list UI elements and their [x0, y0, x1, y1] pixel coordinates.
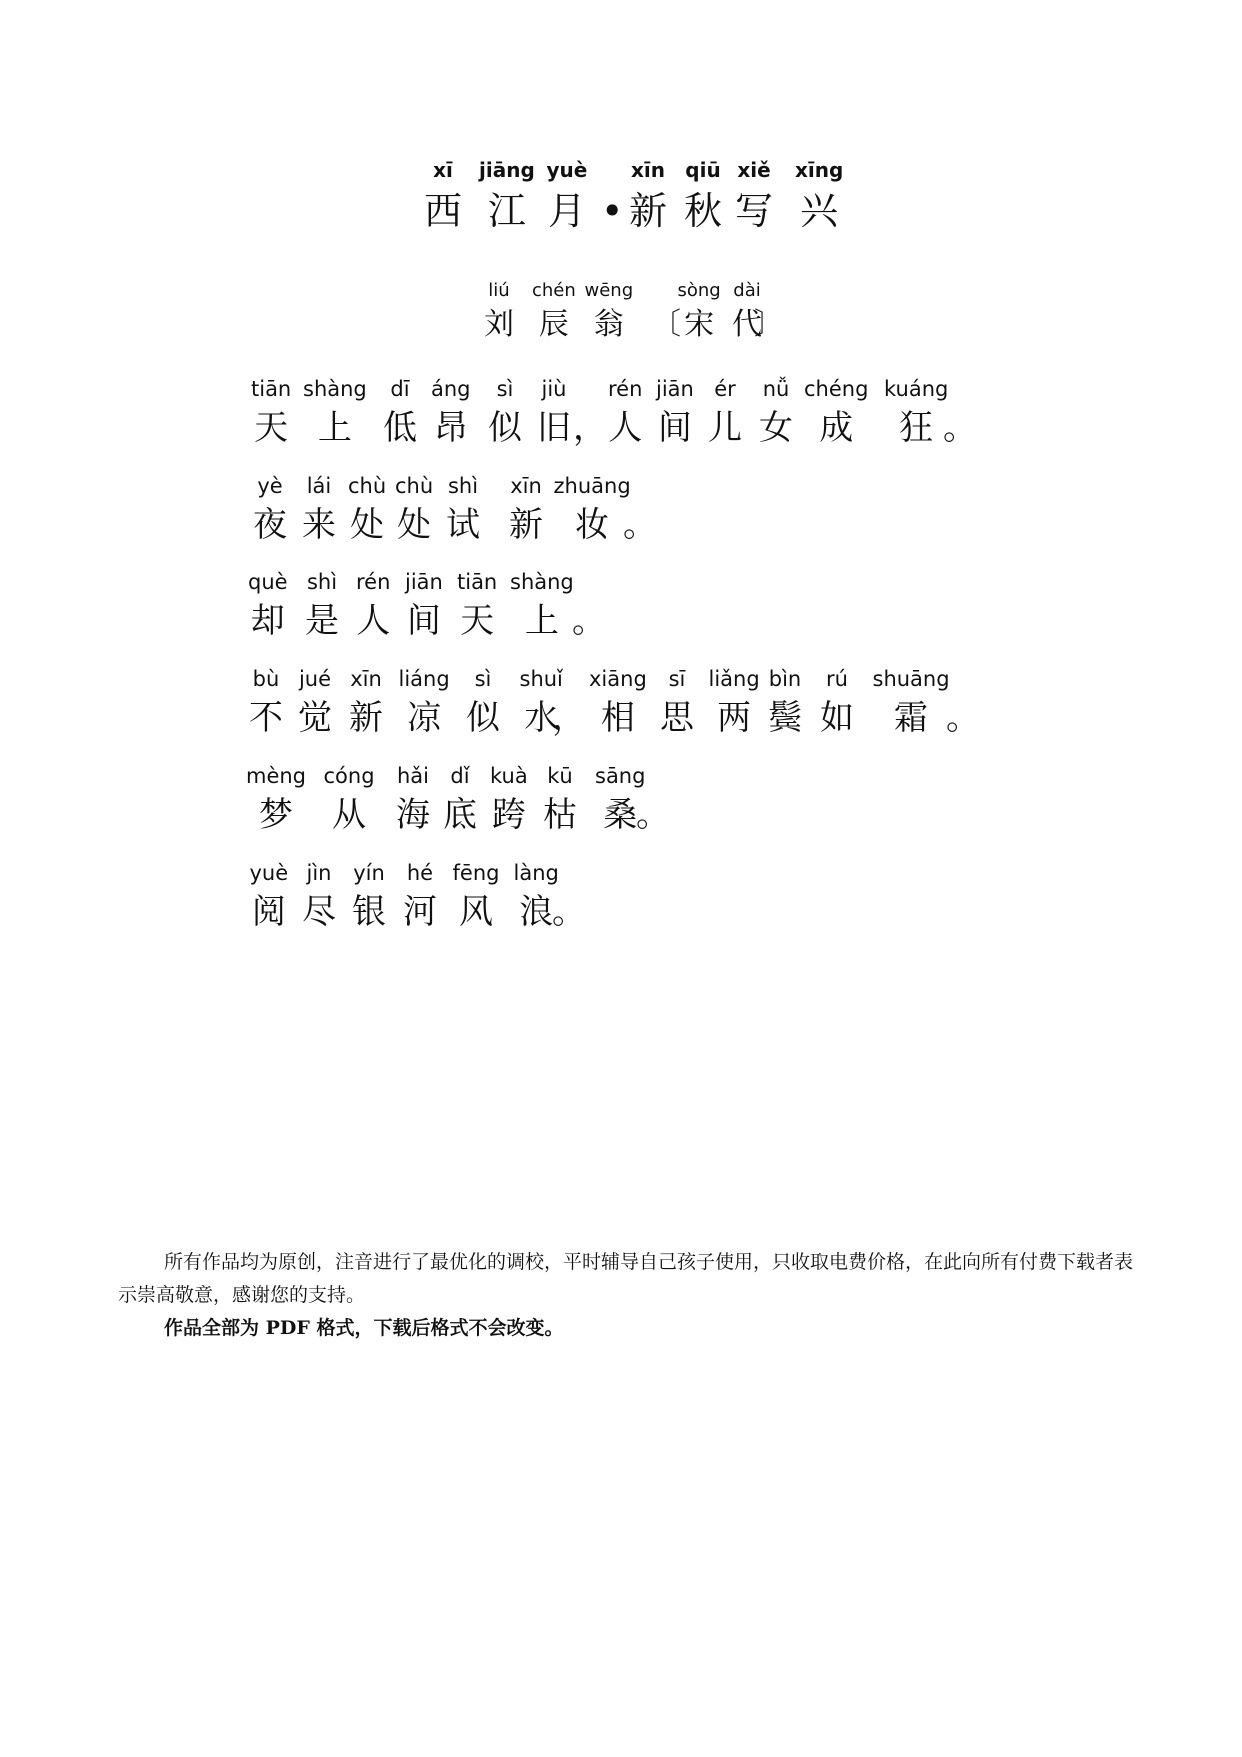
hanzi: 两 — [717, 698, 752, 738]
pinyin: rén — [356, 570, 391, 594]
pinyin: shàng — [303, 377, 367, 401]
hanzi: 处 — [397, 505, 432, 545]
hanzi: 似 — [466, 698, 500, 738]
poem-char — [708, 377, 742, 448]
pinyin: rú — [826, 667, 848, 691]
poem-char — [348, 474, 387, 545]
poem-char — [820, 667, 854, 738]
footer-format-note: 作品全部为 PDF 格式，下载后格式不会改变。 — [164, 1317, 564, 1339]
pinyin: làng — [513, 861, 559, 885]
pinyin: wēng — [584, 280, 634, 301]
hanzi: 海 — [396, 795, 430, 835]
hanzi: 旧 — [537, 408, 571, 448]
hanzi: 写 — [735, 189, 774, 233]
hanzi: 成 — [819, 408, 854, 448]
pinyin — [663, 282, 669, 300]
pinyin: lái — [306, 474, 332, 498]
pinyin: sāng — [595, 764, 646, 788]
poem-char — [248, 570, 288, 641]
hanzi: 尽 — [302, 892, 336, 932]
author-char — [585, 282, 634, 340]
pinyin: shàng — [510, 570, 574, 594]
hanzi: 相 — [600, 698, 635, 738]
pinyin: dài — [733, 280, 761, 301]
pinyin: cóng — [323, 764, 375, 788]
hanzi: 不 — [249, 698, 283, 738]
hanzi: 翁 — [593, 307, 624, 342]
poem-char — [656, 377, 694, 448]
poem-char — [768, 667, 802, 738]
hanzi: 宋 — [684, 307, 715, 342]
pinyin: xīn — [350, 667, 382, 691]
poem-char — [298, 667, 332, 738]
poem-char — [660, 667, 694, 738]
poem-char — [509, 474, 543, 545]
hanzi: 梦 — [259, 795, 294, 835]
pinyin: rén — [608, 377, 643, 401]
pinyin: kuáng — [884, 377, 949, 401]
hanzi: 觉 — [298, 698, 332, 738]
hanzi: 西 — [424, 189, 463, 233]
hanzi: 〕 — [754, 307, 784, 342]
pinyin: tiān — [457, 570, 498, 594]
hanzi: 低 — [383, 408, 417, 448]
poem-char — [636, 766, 670, 835]
poem-char — [623, 476, 657, 545]
pinyin: xīng — [795, 158, 844, 182]
poem-char — [302, 861, 336, 932]
poem-char — [589, 667, 647, 738]
author-char — [484, 282, 514, 340]
hanzi: 却 — [250, 601, 285, 641]
pinyin: sī — [668, 667, 686, 691]
pinyin: shuāng — [872, 667, 950, 691]
hanzi: 江 — [487, 189, 526, 233]
poem-char — [708, 667, 760, 738]
title-char — [546, 158, 588, 233]
title-char — [479, 158, 535, 233]
hanzi: 鬓 — [768, 698, 802, 738]
hanzi: 月 — [547, 189, 586, 233]
author-char — [678, 282, 721, 340]
pinyin: liáng — [398, 667, 450, 691]
pinyin: jiù — [541, 377, 567, 401]
pinyin — [587, 379, 594, 400]
hanzi: 天 — [254, 408, 289, 448]
poem-char — [872, 667, 950, 738]
poem-char — [303, 377, 367, 448]
poem-char — [946, 669, 980, 738]
pinyin: liú — [488, 280, 510, 301]
hanzi: 辰 — [538, 307, 569, 342]
pinyin: ér — [714, 377, 736, 401]
hanzi: • — [601, 189, 624, 233]
pinyin: shì — [306, 570, 338, 594]
hanzi: 女 — [759, 408, 793, 448]
pinyin: hǎi — [396, 764, 429, 788]
poem-char — [405, 570, 443, 641]
pinyin: xiě — [737, 158, 771, 182]
poem-char — [490, 764, 528, 835]
title-char — [424, 158, 463, 233]
pinyin: liǎng — [708, 667, 760, 691]
poem-char — [452, 861, 500, 932]
pinyin: áng — [431, 377, 471, 401]
author-char — [532, 282, 576, 340]
hanzi: 天 — [460, 601, 495, 641]
poem-char — [543, 764, 577, 835]
hanzi: 。 — [552, 892, 586, 932]
hanzi: 。 — [943, 408, 977, 448]
hanzi: 阅 — [251, 892, 286, 932]
hanzi: 跨 — [491, 795, 526, 835]
hanzi: 底 — [443, 795, 477, 835]
poem-char — [253, 474, 287, 545]
hanzi: 新 — [629, 189, 668, 233]
poem-char — [398, 667, 450, 738]
poem-char — [246, 764, 307, 835]
poem-char — [608, 377, 643, 448]
pinyin: fēng — [452, 861, 500, 885]
poem-char — [553, 474, 631, 545]
hanzi: 银 — [352, 892, 386, 932]
hanzi: 枯 — [543, 795, 577, 835]
pinyin: jiāng — [479, 158, 535, 182]
pinyin: jìn — [306, 861, 332, 885]
title-char — [684, 158, 723, 233]
pinyin: bù — [252, 667, 280, 691]
poem-char — [323, 764, 375, 835]
pinyin: jiān — [656, 377, 694, 401]
hanzi: 试 — [446, 505, 480, 545]
pinyin: yín — [353, 861, 385, 885]
pinyin — [957, 379, 964, 400]
hanzi: 兴 — [800, 189, 839, 233]
poem-char — [443, 764, 477, 835]
pinyin: sì — [474, 667, 492, 691]
hanzi: 从 — [332, 795, 367, 835]
poem-char — [552, 863, 586, 932]
pinyin: chù — [395, 474, 434, 498]
hanzi: 间 — [657, 408, 692, 448]
footer-note: 所有作品均为原创，注音进行了最优化的调校，平时辅导自己孩子使用，只收取电费价格，在此向所有付费下载者表示崇高敬意，感谢您的支持。 — [118, 1251, 1134, 1306]
poem-char — [349, 667, 383, 738]
pinyin: què — [248, 570, 288, 594]
pinyin: chén — [532, 280, 576, 301]
poem-char — [572, 572, 606, 641]
hanzi: 新 — [509, 505, 543, 545]
hanzi: 人 — [608, 408, 643, 448]
pinyin: hé — [406, 861, 434, 885]
poem-char — [537, 377, 571, 448]
pinyin: chù — [348, 474, 387, 498]
hanzi: 狂 — [899, 408, 934, 448]
poem-char — [759, 377, 793, 448]
pinyin: sì — [496, 377, 514, 401]
poem-char — [383, 377, 417, 448]
poem-char — [251, 377, 292, 448]
poem-char — [431, 377, 471, 448]
hanzi: 似 — [488, 408, 522, 448]
pinyin: yuè — [546, 158, 588, 182]
hanzi: 浪 — [519, 892, 554, 932]
poem-char — [466, 667, 500, 738]
hanzi: 。 — [623, 505, 657, 545]
hanzi: 桑 — [603, 795, 638, 835]
pinyin: dǐ — [450, 764, 470, 788]
poem-char — [488, 377, 522, 448]
hanzi: 风 — [458, 892, 493, 932]
hanzi: 上 — [317, 408, 352, 448]
poem-char — [403, 861, 437, 932]
pinyin — [960, 669, 967, 690]
pinyin: chéng — [804, 377, 869, 401]
hanzi: 上 — [524, 601, 559, 641]
author-char — [754, 282, 784, 340]
author-char — [651, 282, 681, 340]
poem-char — [457, 570, 498, 641]
hanzi: 昂 — [433, 408, 468, 448]
pinyin: xī — [433, 158, 453, 182]
pinyin: shì — [447, 474, 479, 498]
poem-char — [396, 764, 430, 835]
hanzi: 〔 — [651, 307, 681, 342]
hanzi: ， — [573, 408, 607, 448]
hanzi: 刘 — [484, 307, 514, 342]
pinyin — [637, 476, 644, 497]
pinyin — [566, 669, 573, 690]
pinyin — [650, 766, 657, 787]
hanzi: 间 — [406, 601, 441, 641]
hanzi: 妆 — [575, 505, 610, 545]
hanzi: 。 — [636, 795, 670, 835]
pinyin — [586, 572, 593, 593]
hanzi: ， — [552, 698, 586, 738]
pinyin — [566, 863, 573, 884]
pinyin: jiān — [405, 570, 443, 594]
hanzi: 。 — [572, 601, 606, 641]
pinyin: tiān — [251, 377, 292, 401]
hanzi: 霜 — [894, 698, 929, 738]
title-char — [795, 158, 844, 233]
hanzi: 新 — [349, 698, 383, 738]
pinyin: sòng — [677, 280, 721, 301]
pinyin: xīn — [510, 474, 542, 498]
hanzi: 河 — [403, 892, 437, 932]
hanzi: 来 — [302, 505, 336, 545]
pinyin: zhuāng — [553, 474, 631, 498]
pinyin: bìn — [768, 667, 802, 691]
poem-char — [884, 377, 949, 448]
pinyin: yuè — [249, 861, 289, 885]
poem-char — [446, 474, 480, 545]
hanzi: 如 — [820, 698, 854, 738]
pinyin: jué — [298, 667, 332, 691]
hanzi: 是 — [305, 601, 339, 641]
poem-char — [573, 379, 607, 448]
hanzi: 儿 — [708, 408, 742, 448]
pinyin: kū — [547, 764, 573, 788]
hanzi: 思 — [660, 698, 694, 738]
hanzi: 夜 — [253, 505, 287, 545]
poem-char — [249, 861, 289, 932]
pinyin: qiū — [685, 158, 721, 182]
poem-char — [302, 474, 336, 545]
title-char — [629, 158, 668, 233]
poem-char — [804, 377, 869, 448]
hanzi: 水 — [524, 698, 559, 738]
poem-char — [249, 667, 283, 738]
hanzi: 处 — [350, 505, 385, 545]
pinyin — [766, 282, 772, 300]
pinyin: yè — [257, 474, 283, 498]
title-char — [601, 160, 624, 233]
pinyin: shuǐ — [519, 667, 563, 691]
poem-char — [943, 379, 977, 448]
poem-char — [305, 570, 339, 641]
pinyin: kuà — [490, 764, 528, 788]
poem-char — [552, 669, 586, 738]
pinyin: xiāng — [589, 667, 647, 691]
footer-notes — [118, 1246, 1144, 1345]
pinyin: dī — [390, 377, 410, 401]
hanzi: 。 — [946, 698, 980, 738]
hanzi: 凉 — [407, 698, 442, 738]
poem-char — [395, 474, 434, 545]
pinyin: mèng — [246, 764, 307, 788]
pinyin: xīn — [631, 158, 665, 182]
poem-char — [510, 570, 574, 641]
poem-char — [352, 861, 386, 932]
hanzi: 秋 — [684, 189, 723, 233]
pinyin: nǚ — [762, 377, 790, 401]
poem-char — [356, 570, 391, 641]
pinyin — [609, 160, 616, 180]
hanzi: 人 — [356, 601, 391, 641]
hanzi: 代 — [732, 307, 762, 342]
title-char — [735, 158, 774, 233]
